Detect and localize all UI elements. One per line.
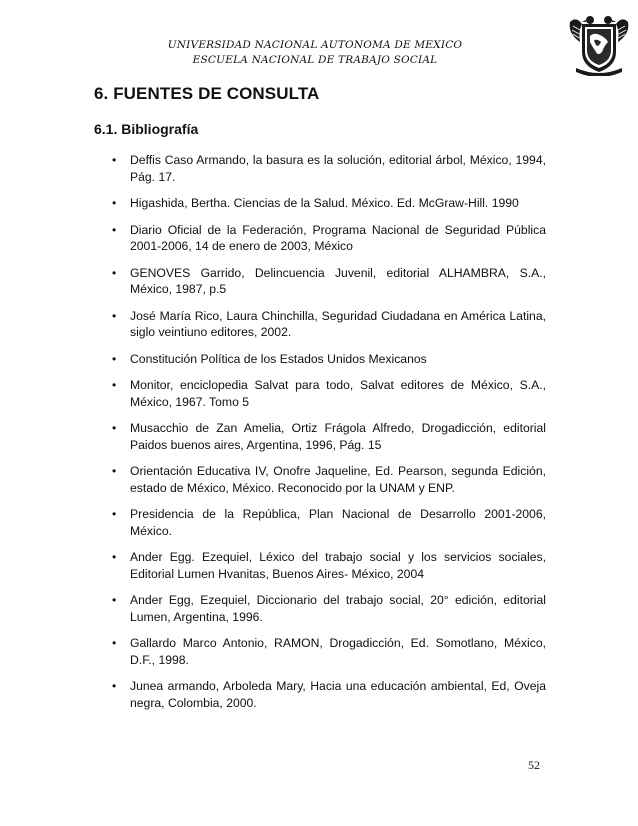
bibliography-entry-text: Deffis Caso Armando, la basura es la solución, editorial árbol, México, 1994, Pág. 17. <box>130 153 546 184</box>
bullet-icon: • <box>112 308 117 323</box>
bibliography-entry <box>110 351 546 368</box>
bullet-icon: • <box>112 421 117 435</box>
bullet-icon: • <box>112 153 117 167</box>
bibliography-entry <box>110 308 546 341</box>
bibliography-entry-text: Orientación Educativa IV, Onofre Jaqueline, Ed. Pearson, segunda Edición, estado de México, México. Reconocido por la UNAM y ENP. <box>130 464 546 495</box>
header-university-name: UNIVERSIDAD NACIONAL AUTONOMA DE MEXICO <box>167 39 463 51</box>
bibliography-entry-text: Diario Oficial de la Federación, Programa Nacional de Seguridad Pública 2001-2006, 14 de enero de 2003, México <box>130 222 546 253</box>
bibliography-entry-text: José María Rico, Laura Chinchilla, Seguridad Ciudadana en América Latina, siglo veintiuno editores, 2002. <box>130 308 546 339</box>
bibliography-entry <box>110 152 546 185</box>
bullet-icon: • <box>112 636 117 650</box>
bibliography-entry-text: Monitor, enciclopedia Salvat para todo, Salvat editores de México, S.A., México, 1967. Tomo 5 <box>130 378 546 409</box>
bullet-icon: • <box>112 679 117 693</box>
bibliography-entry <box>110 549 546 582</box>
bibliography-entry <box>110 195 546 212</box>
bullet-icon: • <box>112 222 117 237</box>
bibliography-entry-text: Ander Egg, Ezequiel, Diccionario del trabajo social, 20° edición, editorial Lumen, Argentina, 1996. <box>130 593 546 624</box>
bullet-icon: • <box>112 196 117 210</box>
header-school-name: ESCUELA NACIONAL DE TRABAJO SOCIAL <box>192 54 438 66</box>
bullet-icon: • <box>112 464 117 478</box>
bullet-icon: • <box>112 550 117 564</box>
bibliography-entry-text: Ander Egg. Ezequiel, Léxico del trabajo social y los servicios sociales, Editorial Lumen Hvanitas, Buenos Aires- México, 2004 <box>130 550 546 581</box>
bibliography-entry-text: Gallardo Marco Antonio, RAMON, Drogadicción, Ed. Somotlano, México, D.F., 1998. <box>130 636 546 667</box>
bibliography-entry <box>110 592 546 625</box>
bibliography-entry-text: Higashida, Bertha. Ciencias de la Salud. México. Ed. McGraw-Hill. 1990 <box>130 196 519 210</box>
bibliography-entry-text: Junea armando, Arboleda Mary, Hacia una educación ambiental, Ed, Oveja negra, Colombia, 2000. <box>130 679 546 710</box>
bibliography-entry <box>110 635 546 668</box>
page-header <box>150 38 480 68</box>
page-number: 52 <box>528 758 540 772</box>
bibliography-entry-text: Constitución Política de los Estados Unidos Mexicanos <box>130 351 427 366</box>
bibliography-entry-text: Musacchio de Zan Amelia, Ortiz Frágola Alfredo, Drogadicción, editorial Paidos buenos aires, Argentina, 1996, Pág. 15 <box>130 421 546 452</box>
bibliography-entry <box>110 420 546 453</box>
bullet-icon: • <box>112 265 117 280</box>
bibliography-entry <box>110 222 546 255</box>
bibliography-entry <box>110 506 546 539</box>
subsection-title: 6.1. Bibliografía <box>94 121 199 137</box>
bibliography-entry <box>110 463 546 496</box>
bibliography-entry <box>110 265 546 298</box>
bibliography-entry <box>110 377 546 410</box>
bibliography-entry <box>110 678 546 711</box>
bullet-icon: • <box>112 593 117 607</box>
university-seal-icon <box>568 12 630 76</box>
bullet-icon: • <box>112 507 117 521</box>
bullet-icon: • <box>112 378 117 392</box>
bullet-icon: • <box>112 351 117 366</box>
section-title: 6. FUENTES DE CONSULTA <box>94 84 320 103</box>
bibliography-list <box>110 152 546 721</box>
bibliography-entry-text: GENOVES Garrido, Delincuencia Juvenil, editorial ALHAMBRA, S.A., México, 1987, p.5 <box>130 265 546 296</box>
bibliography-entry-text: Presidencia de la República, Plan Nacional de Desarrollo 2001-2006, México. <box>130 507 546 538</box>
